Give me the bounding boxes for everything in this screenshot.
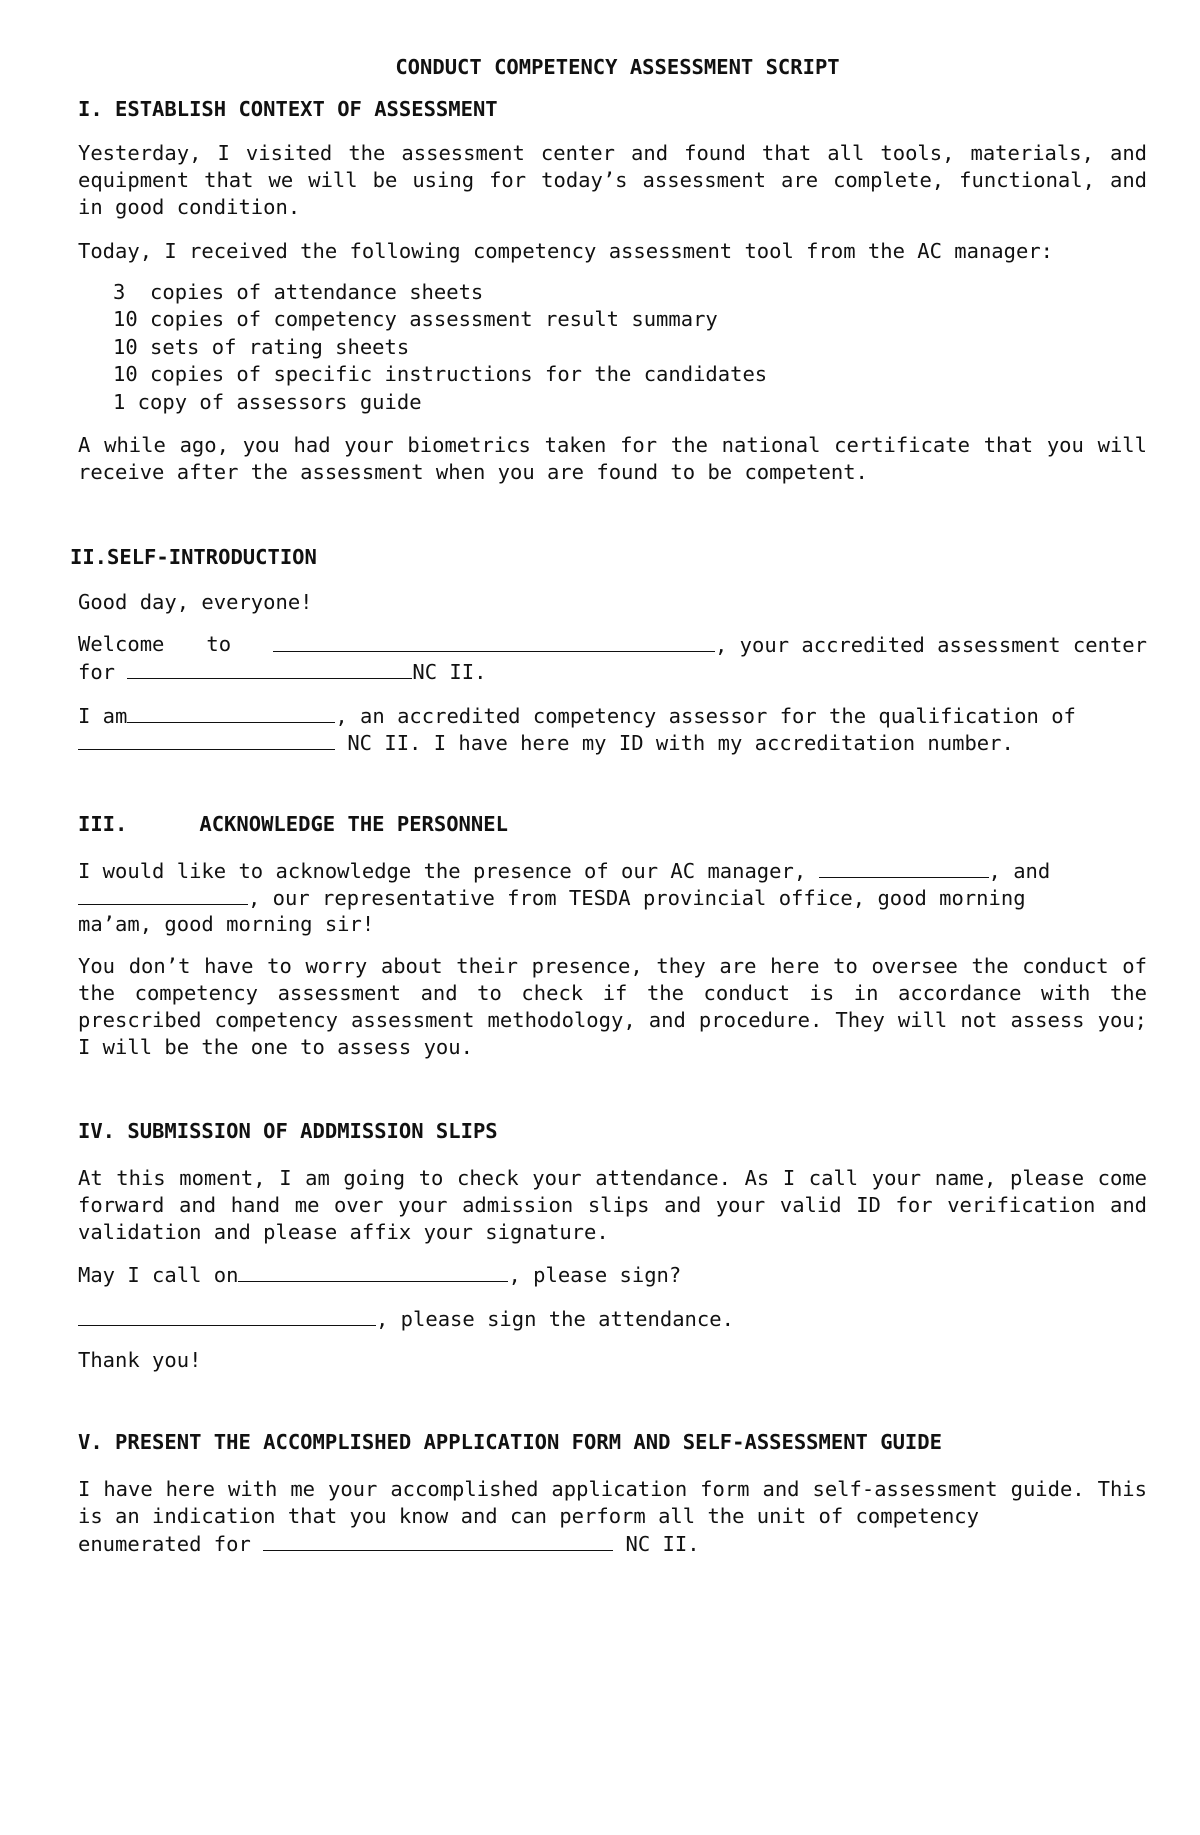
assessment-tool-list	[113, 279, 767, 416]
welcome-to: to	[206, 632, 232, 656]
section-1-title: ESTABLISH CONTEXT OF ASSESSMENT	[115, 97, 498, 121]
welcome-for: for	[78, 660, 116, 684]
welcome-nc: NC II.	[412, 660, 487, 684]
section-1-heading	[78, 96, 498, 123]
section-4-number: IV.	[78, 1119, 116, 1143]
section-2-number: II.	[70, 545, 108, 569]
section-3-paragraph-2: You don’t have to worry about their presence, they are here to oversee the conduct of the competency assessment and to check if the conduct is in accordance with the prescribed competency assessment methodology, and procedure. They will not assess you; I will be the one to assess you.	[78, 954, 1147, 1059]
list-item: 10 copies of specific instructions for the candidates	[113, 362, 768, 387]
welcome-center-text: , your accredited assessment center	[715, 633, 1147, 657]
iam-id-text: NC II. I have here my ID with my accreditation number.	[335, 731, 1014, 755]
section-3-title: ACKNOWLEDGE THE PERSONNEL	[199, 812, 508, 836]
enumerated-nc: NC II.	[613, 1532, 700, 1556]
call-text: May I call on	[78, 1263, 239, 1287]
welcome-line-2	[78, 658, 486, 686]
call-line	[78, 1261, 681, 1289]
greeting-text: Good day, everyone!	[78, 590, 313, 614]
section-2-heading	[70, 544, 317, 571]
acknowledge-and: , and	[988, 859, 1051, 883]
acknowledge-line-1	[78, 857, 1050, 885]
section-1-paragraph-2: Today, I received the following competency assessment tool from the AC manager:	[78, 239, 1054, 263]
section-2-title: SELF-INTRODUCTION	[107, 545, 317, 569]
call-sign-text: , please sign?	[508, 1263, 682, 1287]
ac-manager-blank[interactable]	[819, 857, 989, 878]
section-3-number: III.	[78, 812, 128, 836]
welcome-center-group	[273, 631, 1147, 659]
section-4-heading	[78, 1118, 498, 1145]
candidate-name-blank-2[interactable]	[78, 1305, 376, 1326]
section-5-heading	[78, 1429, 942, 1456]
list-item: 10 sets of rating sheets	[113, 334, 410, 359]
acknowledge-text: I would like to acknowledge the presence of our AC manager,	[78, 859, 819, 883]
thank-you-text: Thank you!	[78, 1348, 202, 1372]
section-1-paragraph-1: Yesterday, I visited the assessment center and found that all tools, materials, and equipment that we will be using for today’s assessment are complete, functional, and in good condition.	[78, 141, 1147, 219]
qualification-blank[interactable]	[127, 658, 412, 679]
enumerated-qualification-blank[interactable]	[263, 1530, 613, 1551]
list-item: 3 copies of attendance sheets	[113, 280, 484, 304]
assessor-line	[78, 702, 1076, 730]
list-item: 1 copy of assessors guide	[113, 389, 422, 414]
acknowledge-representative: , our representative from TESDA provincial office, good morning	[248, 886, 1026, 910]
welcome-line	[78, 631, 1147, 659]
enumerated-text: enumerated for	[78, 1532, 264, 1556]
sign-line	[78, 1305, 734, 1333]
welcome-word: Welcome	[78, 632, 165, 656]
iam-text: I am	[78, 704, 128, 728]
assessment-center-blank[interactable]	[273, 631, 715, 652]
acknowledge-line-3: ma’am, good morning sir!	[78, 912, 375, 936]
iam-qualification-text: , an accredited competency assessor for the qualification of	[335, 704, 1076, 728]
assessor-name-blank[interactable]	[127, 702, 335, 723]
section-1-paragraph-3: A while ago, you had your biometrics taken for the national certificate that you will receive after the assessment when you are found to be competent.	[78, 433, 1147, 484]
list-item: 10 copies of competency assessment result summary	[113, 307, 718, 332]
assessor-line-2	[78, 729, 1014, 757]
document-title: CONDUCT COMPETENCY ASSESSMENT SCRIPT	[395, 55, 840, 79]
acknowledge-line-2	[78, 884, 1026, 912]
enumerated-line	[78, 1530, 700, 1558]
section-4-paragraph-1: At this moment, I am going to check your attendance. As I call your name, please come forward and hand me over your admission slips and your valid ID for verification and validation and please affix your signature.	[78, 1166, 1147, 1244]
candidate-name-blank[interactable]	[238, 1261, 508, 1282]
section-5-title: PRESENT THE ACCOMPLISHED APPLICATION FORM AND SELF-ASSESSMENT GUIDE	[115, 1430, 942, 1454]
sign-attendance-text: , please sign the attendance.	[376, 1307, 734, 1331]
section-5-number: V.	[78, 1430, 103, 1454]
tesda-representative-blank[interactable]	[78, 884, 248, 905]
section-4-title: SUBMISSION OF ADDMISSION SLIPS	[127, 1119, 498, 1143]
assessor-qualification-blank[interactable]	[78, 729, 335, 750]
section-5-paragraph-1: I have here with me your accomplished application form and self-assessment guide. This is an indication that you know and can perform all the unit of competency	[78, 1477, 1147, 1528]
section-3-heading	[78, 811, 508, 838]
section-1-number: I.	[78, 97, 103, 121]
